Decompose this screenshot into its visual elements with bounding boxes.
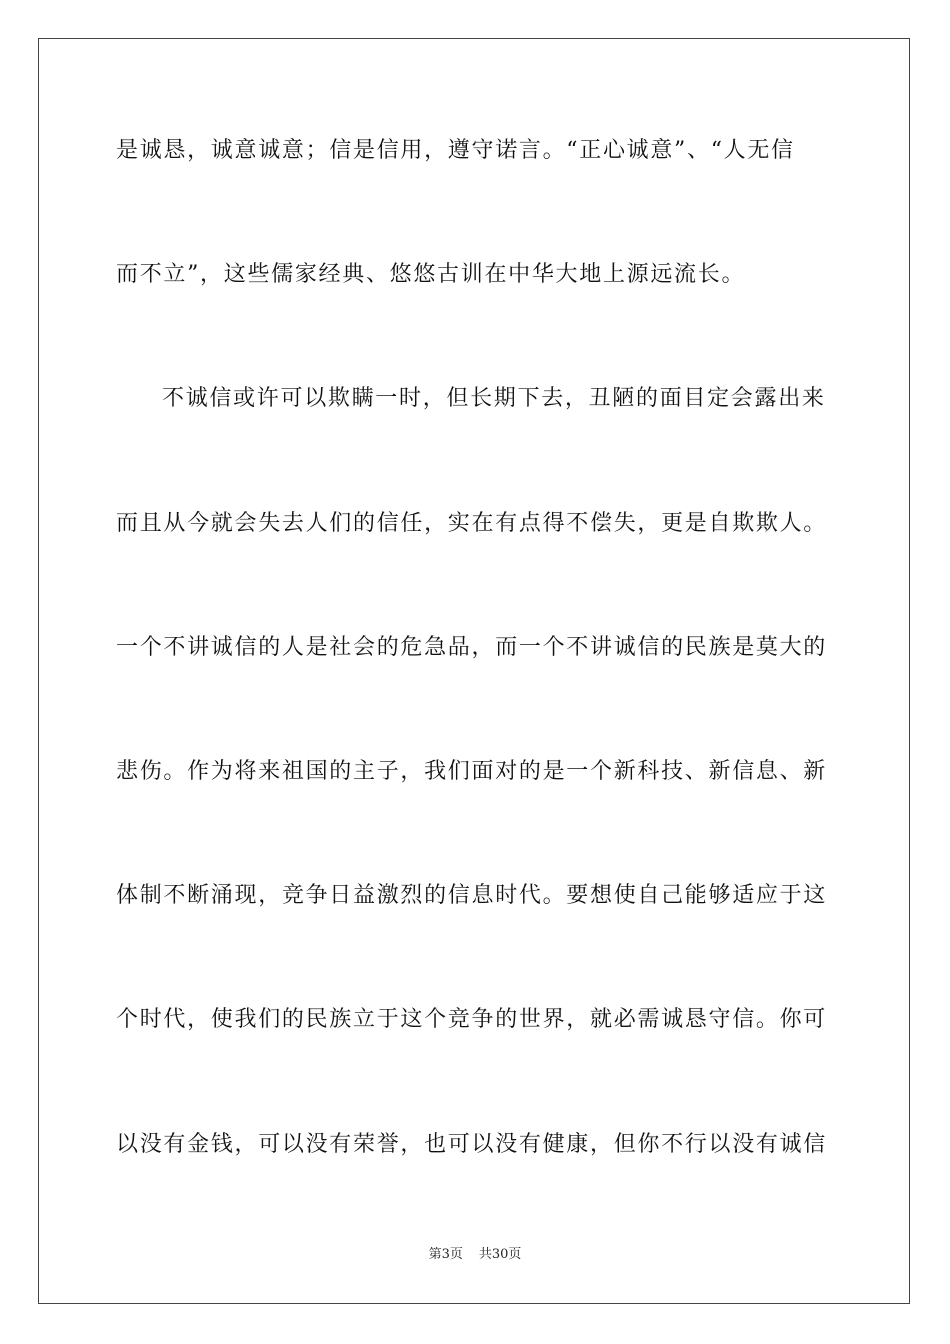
body-text-line: 而不立”，这些儒家经典、悠悠古训在中华大地上源远流长。: [116, 262, 746, 287]
page-footer: [0, 1246, 950, 1264]
page-number-total: 共30页: [478, 1247, 522, 1262]
body-text-line: 悲伤。作为将来祖国的主子，我们面对的是一个新科技、新信息、新: [116, 759, 828, 784]
page-frame: [38, 38, 910, 1304]
body-text-line: 个时代，使我们的民族立于这个竞争的世界，就必需诚恳守信。你可: [116, 1007, 828, 1032]
body-text-line: 一个不讲诚信的人是社会的危急品，而一个不讲诚信的民族是莫大的: [116, 635, 828, 660]
body-text-line: 不诚信或许可以欺瞒一时，但长期下去，丑陋的面目定会露出来: [162, 386, 826, 411]
body-text-line: 以没有金钱，可以没有荣誉，也可以没有健康，但你不行以没有诚信: [116, 1132, 828, 1157]
body-text-line: 体制不断涌现，竞争日益激烈的信息时代。要想使自己能够适应于这: [116, 883, 828, 908]
body-text-line: 是诚恳，诚意诚意；信是信用，遵守诺言。“正心诚意”、“人无信: [116, 138, 795, 163]
page-number-current: 第3页: [428, 1247, 463, 1262]
body-text-line: 而且从今就会失去人们的信任，实在有点得不偿失，更是自欺欺人。: [116, 511, 828, 536]
